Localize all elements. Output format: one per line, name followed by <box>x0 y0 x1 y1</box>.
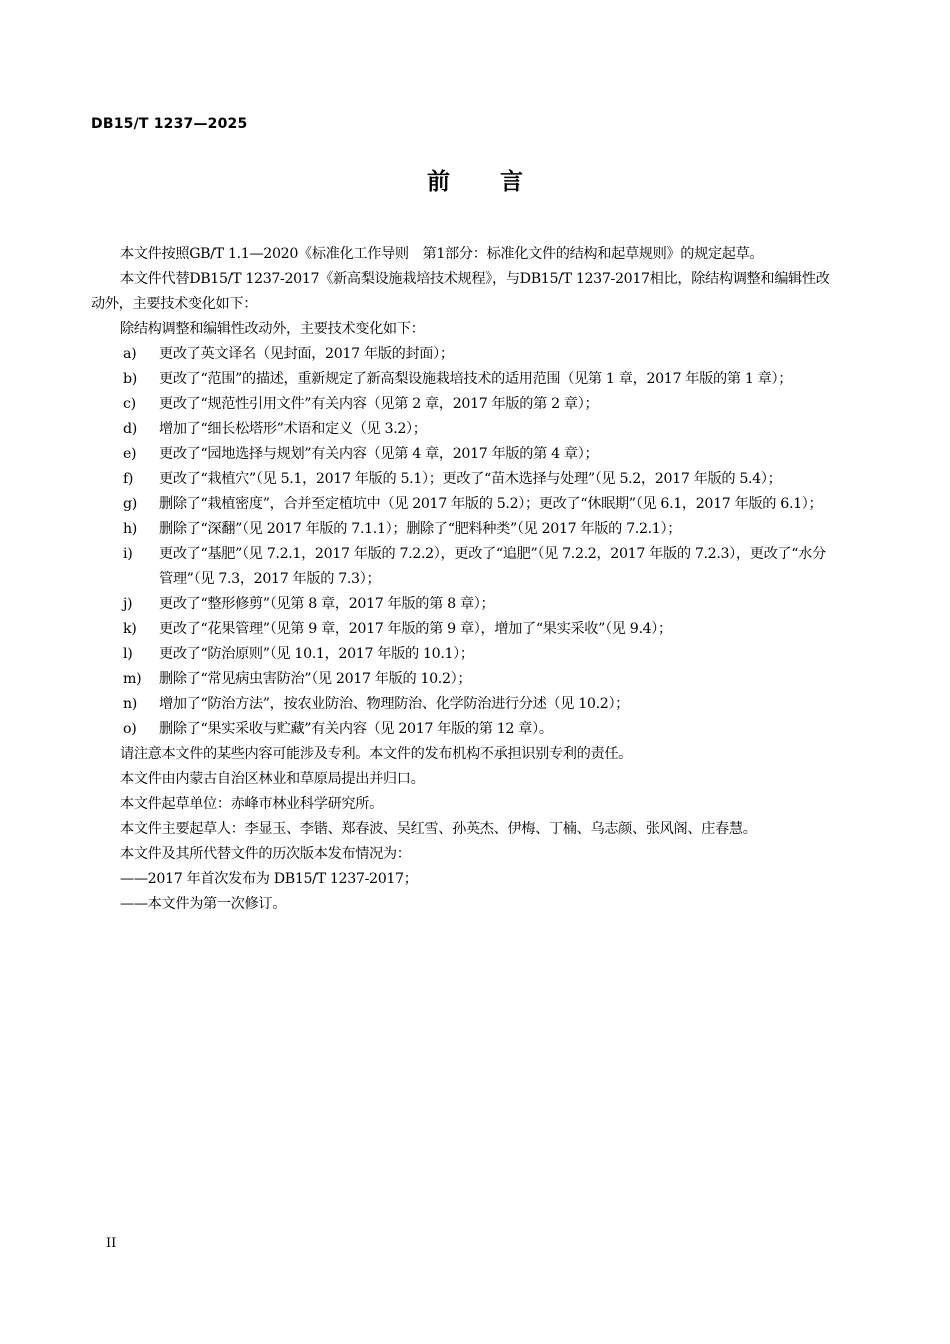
paragraph-drafters: 本文件主要起草人：李显玉、李锴、郑春波、吴红雪、孙英杰、伊梅、丁楠、乌志颜、张风阁、庄春慧。 <box>120 821 757 837</box>
list-item-label: m) <box>123 671 142 687</box>
list-item-label: k) <box>123 621 137 637</box>
list-item-text: 增加了“防治方法”，按农业防治、物理防治、化学防治进行分述（见 10.2）； <box>159 696 630 712</box>
paragraph-history-first: ——2017 年首次发布为 DB15/T 1237-2017； <box>120 871 418 887</box>
list-item-text: 删除了“常见病虫害防治”（见 2017 年版的 10.2）； <box>159 671 472 687</box>
paragraph-proposer: 本文件由内蒙古自治区林业和草原局提出并归口。 <box>120 771 425 787</box>
list-item-label: e) <box>123 446 137 462</box>
list-item-text: 更改了英文译名（见封面，2017 年版的封面）； <box>159 346 454 362</box>
list-item-label: f) <box>123 471 134 487</box>
list-item-text: 删除了“栽植密度”，合并至定植坑中（见 2017 年版的 5.2）；更改了“休眠期”（见 6.1，2017 年版的 6.1）； <box>159 496 823 512</box>
list-item <box>91 367 839 392</box>
list-item <box>91 617 839 642</box>
list-item-text: 更改了“园地选择与规划”有关内容（见第 4 章，2017 年版的第 4 章）； <box>159 446 599 462</box>
list-item-text: 更改了“花果管理”（见第 9 章，2017 年版的第 9 章），增加了“果实采收”（见 9.4）； <box>159 621 672 637</box>
list-item-text: 增加了“细长松塔形”术语和定义（见 3.2）； <box>159 421 427 437</box>
list-item-label: d) <box>123 421 137 437</box>
list-item-label: c) <box>123 396 136 412</box>
list-item <box>91 392 839 417</box>
paragraph-drafting-rule: 本文件按照GB/T 1.1—2020《标准化工作导则 第1部分：标准化文件的结构和起草规则》的规定起草。 <box>120 246 764 262</box>
paragraph-changes-intro: 除结构调整和编辑性改动外，主要技术变化如下： <box>120 321 425 337</box>
list-item <box>91 492 839 517</box>
list-item-text: 更改了“栽植穴”（见 5.1，2017 年版的 5.1）；更改了“苗木选择与处理”（见 5.2，2017 年版的 5.4）； <box>159 471 782 487</box>
list-item-text: 更改了“范围”的描述，重新规定了新高梨设施栽培技术的适用范围（见第 1 章，2017 年版的第 1 章）； <box>159 371 793 387</box>
page-title <box>0 163 950 196</box>
list-item <box>91 467 839 492</box>
list-item-label: h) <box>123 521 137 537</box>
paragraph-history-revision: ——本文件为第一次修订。 <box>120 896 287 912</box>
list-item <box>91 667 839 692</box>
list-item-label: g) <box>123 496 137 512</box>
list-item-text: 更改了“规范性引用文件”有关内容（见第 2 章，2017 年版的第 2 章）； <box>159 396 599 412</box>
title-char-2: 言 <box>500 169 523 195</box>
list-item <box>91 642 839 667</box>
list-item-label: l) <box>123 646 133 662</box>
list-item <box>91 542 839 592</box>
paragraph-replacement: 本文件代替DB15/T 1237-2017《新高梨设施栽培技术规程》，与DB15/T 1237-2017相比，除结构调整和编辑性改动外，主要技术变化如下： <box>91 271 830 312</box>
list-item-label: j) <box>123 596 133 612</box>
list-item-text: 更改了“整形修剪”（见第 8 章，2017 年版的第 8 章）； <box>159 596 495 612</box>
document-number: DB15/T 1237—2025 <box>91 116 248 132</box>
paragraph-patent-notice: 请注意本文件的某些内容可能涉及专利。本文件的发布机构不承担识别专利的责任。 <box>120 746 632 762</box>
list-item-text: 更改了“防治原则”（见 10.1，2017 年版的 10.1）； <box>159 646 474 662</box>
list-item <box>91 517 839 542</box>
page-number: II <box>106 1236 117 1251</box>
title-char-1: 前 <box>427 169 450 195</box>
list-item-label: i) <box>123 546 133 562</box>
list-item-label: b) <box>123 371 137 387</box>
list-item <box>91 592 839 617</box>
paragraph-drafting-unit: 本文件起草单位：赤峰市林业科学研究所。 <box>120 796 383 812</box>
list-item-text: 删除了“果实采收与贮藏”有关内容（见 2017 年版的第 12 章）。 <box>159 721 553 737</box>
list-item-label: n) <box>123 696 137 712</box>
list-item-label: a) <box>123 346 137 362</box>
paragraph-history-intro: 本文件及其所代替文件的历次版本发布情况为： <box>120 846 411 862</box>
list-item <box>91 342 839 367</box>
list-item <box>91 717 839 742</box>
list-item <box>91 692 839 717</box>
list-item-label: o) <box>123 721 137 737</box>
list-item <box>91 442 839 467</box>
list-item-text: 更改了“基肥”（见 7.2.1，2017 年版的 7.2.2），更改了“追肥”（见 7.2.2，2017 年版的 7.2.3），更改了“水分管理”（见 7.3，2017 年版的 7.3）； <box>159 546 826 587</box>
foreword-body <box>91 242 839 917</box>
list-item <box>91 417 839 442</box>
list-item-text: 删除了“深翻”（见 2017 年版的 7.1.1）；删除了“肥料种类”（见 2017 年版的 7.2.1）； <box>159 521 682 537</box>
changes-list <box>91 342 839 742</box>
